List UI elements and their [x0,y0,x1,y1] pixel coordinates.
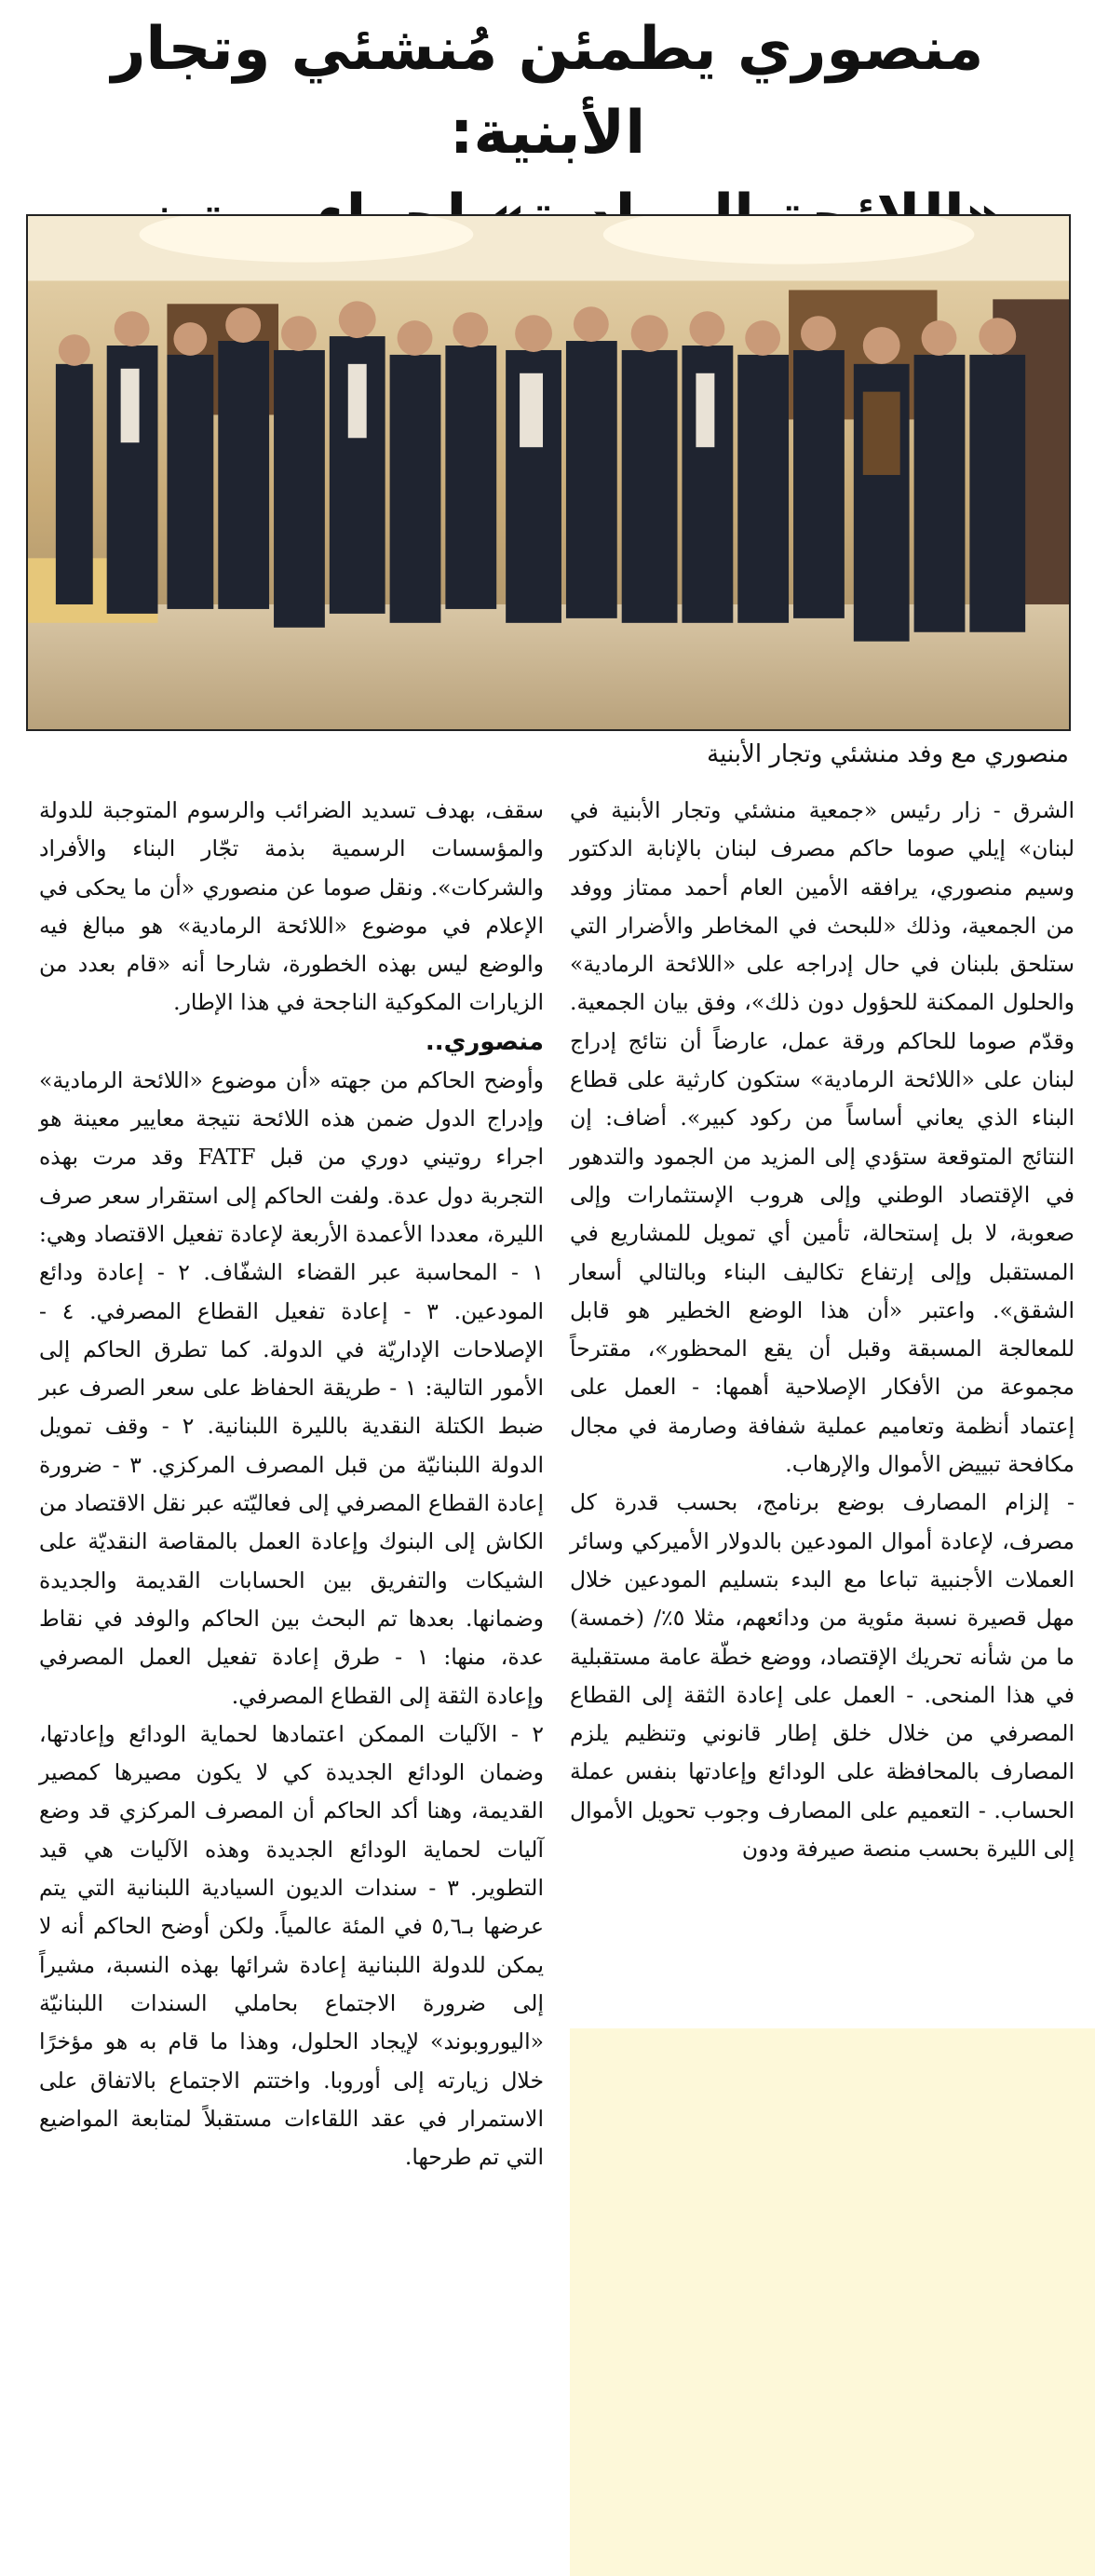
paragraph: ٢ - الآليات الممكن اعتمادها لحماية الودائع وإعادتها، وضمان الودائع الجديدة كي لا يكون مصيرها كمصير القديمة، وهنا أكد الحاكم أن المصرف المركزي قد وضع آليات لحماية الودائع الجديدة وهذه الآليات هي قيد التطوير. ٣ - سندات الديون السيادية اللبنانية التي يتم عرضها بـ٥,٦ في المئة عالمياً. ولكن أوضح الحاكم أنه لا يمكن للدولة اللبنانية إعادة شرائها بهذه النسبة، مشيراً إلى ضرورة الاجتماع بحاملي السندات اللبنانيّة «اليوروبوند» لإيجاد الحلول، وهذا ما قام به هو مؤخرًا خلال زيارته إلى أوروبا. واختتم الاجتماع بالاتفاق على الاستمرار في عقد اللقاءات مستقبلاً لمتابعة المواضيع التي تم طرحها. [39,1720,544,2171]
advertisement-space [570,2028,1095,2576]
paragraph: الشرق - زار رئيس «جمعية منشئي وتجار الأبنية في لبنان» إيلي صوما حاكم مصرف لبنان بالإنابة الدكتور وسيم منصوري، يرافقه الأمين العام أحمد ممتاز ووفد من الجمعية، وذلك «للبحث في المخاطر والأضرار التي ستلحق بلبنان في حال إدراجه على «اللائحة الرمادية» والحلول الممكنة للحؤول دون ذلك»، وفق بيان الجمعية. وقدّم صوما للحاكم ورقة عمل، عارضاً أن نتائج إدراج لبنان على «اللائحة الرمادية» ستكون كارثية على قطاع البناء الذي يعاني أساساً من ركود كبير». أضاف: إن النتائج المتوقعة ستؤدي إلى المزيد من الجمود والتدهور في الإقتصاد الوطني وإلى هروب الإستثمارات وإلى صعوبة، لا بل إستحالة، تأمين أي تمويل للمشاريع في المستقبل وإلى إرتفاع تكاليف البناء وبالتالي أسعار الشقق». واعتبر «أن هذا الوضع الخطير هو قابل للمعالجة المسبقة وقبل أن يقع المحظور»، مقترحاً مجموعة من الأفكار الإصلاحية أهمها: - العمل على إعتماد أنظمة وتعاميم عملية شفافة وصارمة في مجال مكافحة تبييض الأموال والإرهاب. [570,797,1075,1478]
paragraph: - إلزام المصارف بوضع برنامج، بحسب قدرة كل مصرف، لإعادة أموال المودعين بالدولار الأميركي وسائر العملات الأجنبية تباعا مع البدء بتسليم المودعين خلال مهل قصيرة نسبة مئوية من ودائعهم، مثلا ٥٪/ (خمسة) ما من شأنه تحريك الإقتصاد، ووضع خطّة عامة مستقبلية في هذا المنحى. - العمل على إعادة الثقة إلى القطاع المصرفي من خلال خلق إطار قانوني وتنظيم يلزم المصارف بالمحافظة على الودائع وإعادتها بنفس عملة الحساب. - التعميم على المصارف وجوب تحويل الأموال إلى الليرة بحسب منصة صيرفة ودون [570,1489,1075,1863]
article-column-left [39,792,544,2176]
group-photo-icon [28,216,1069,729]
photo-caption: منصوري مع وفد منشئي وتجار الأبنية [707,740,1069,768]
article-photo [26,214,1071,731]
section-subheading: منصوري.. [425,1027,544,1056]
paragraph: وأوضح الحاكم من جهته «أن موضوع «اللائحة الرمادية» وإدراج الدول ضمن هذه اللائحة نتيجة معايير معينة هو اجراء روتيني دوري من قبل FATF وقد مرت بهذه التجربة دول عدة. ولفت الحاكم إلى استقرار سعر صرف الليرة، معددا الأعمدة الأربعة لإعادة تفعيل الاقتصاد وهي: ١ - المحاسبة عبر القضاء الشفّاف. ٢ - إعادة ودائع المودعين. ٣ - إعادة تفعيل القطاع المصرفي. ٤ - الإصلاحات الإداريّة في الدولة. كما تطرق الحاكم إلى الأمور التالية: ١ - طريقة الحفاظ على سعر الصرف عبر ضبط الكتلة النقدية بالليرة اللبنانية. ٢ - وقف تمويل الدولة اللبنانيّة من قبل المصرف المركزي. ٣ - ضرورة إعادة القطاع المصرفي إلى فعاليّته عبر نقل الاقتصاد من الكاش إلى البنوك وإعادة العمل بالمقاصة النقديّة على الشيكات والتفريق بين الحسابات القديمة والجديدة وضمانها. بعدها تم البحث بين الحاكم والوفد في نقاط عدة، منها: ١ - طرق إعادة تفعيل العمل المصرفي وإعادة الثقة إلى القطاع المصرفي. [39,1066,544,1709]
headline-line-1: منصوري يطمئن مُنشئي وتجار الأبنية: [111,15,984,168]
paragraph: سقف، بهدف تسديد الضرائب والرسوم المتوجبة للدولة والمؤسسات الرسمية بذمة تجّار البناء والأفراد والشركات». ونقل صوما عن منصوري «أن ما يحكى في الإعلام في موضوع «اللائحة الرمادية» هو مبالغ فيه والوضع ليس بهذه الخطورة، شارحا أنه «قام بعدد من الزيارات المكوكية الناجحة في هذا الإطار. [39,797,544,1016]
article-column-right [570,792,1075,1868]
